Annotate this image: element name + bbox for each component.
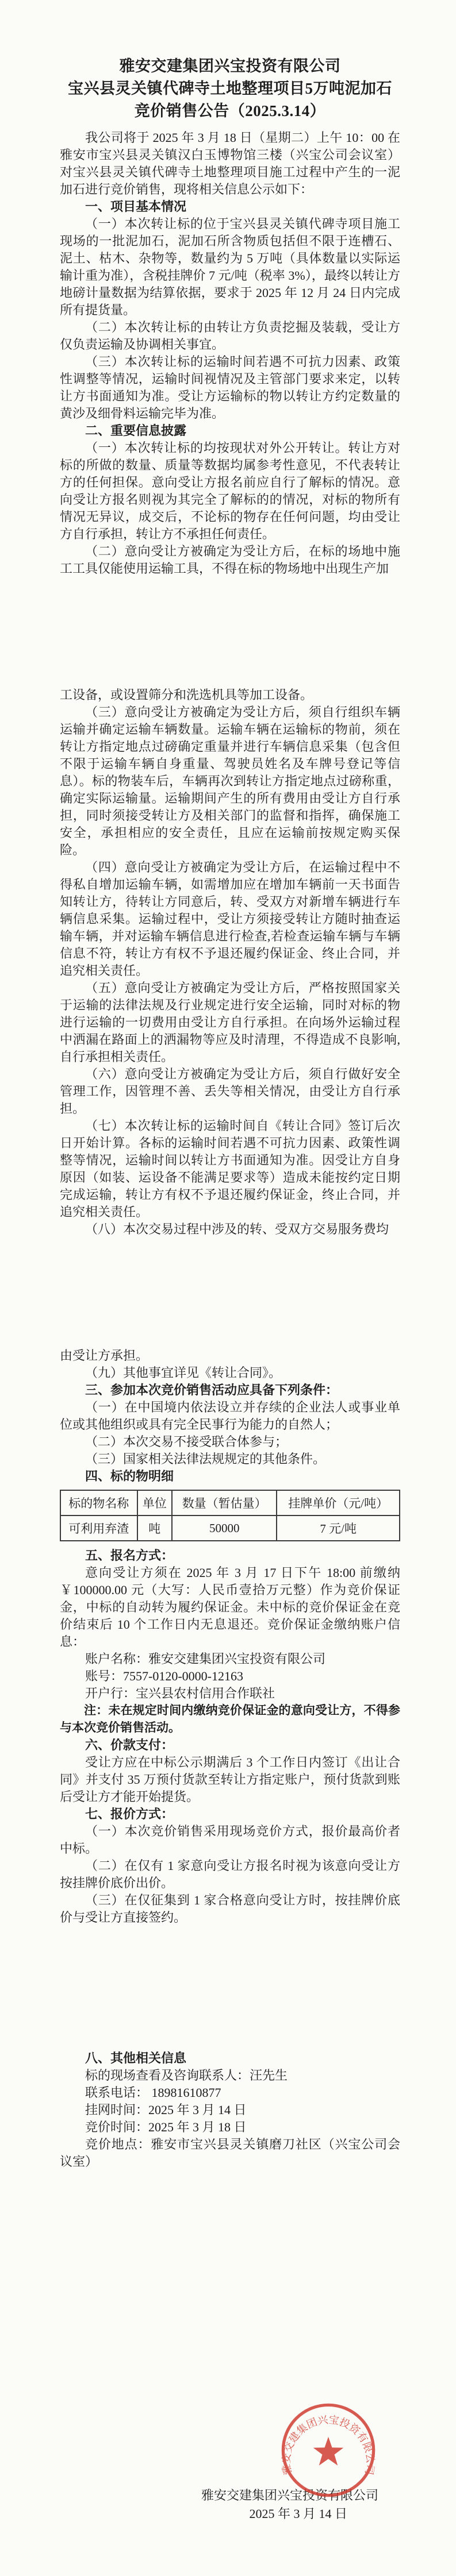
signature-date: 2025 年 3 月 14 日 [249, 2506, 347, 2521]
section-heading: 八、其他相关信息 [85, 2051, 187, 2065]
paragraph: （一）在中国境内依法设立并存续的企业法人或事业单位或其他组织或具有完全民事行为能力的自然人； [60, 1400, 400, 1432]
section-heading: 五、报名方式： [85, 1548, 174, 1563]
paragraph: （三）本次转让标的运输时间若遇不可抗力因素、政策性调整等情况，运输时间视情况及主管部门要求来定，以转让方书面通知为准。受让方运输标的物以转让方约定数量的黄沙及细骨料运输完毕为准。 [60, 354, 400, 421]
subject-detail-table [60, 1490, 400, 1541]
paragraph: （三）在仅征集到 1 家合格意向受让方时，按挂牌价底价与受让方直接签约。 [60, 1893, 400, 1925]
paragraph-continuation: 由受让方承担。 [60, 1348, 149, 1363]
official-seal-icon [279, 2401, 377, 2499]
page-break-gap [60, 1926, 400, 2050]
paragraph: （五）意向受让方被确定为受让方后，严格按照国家关于运输的法律法规及行业规定进行安全运输，同时对标的物进行运输的一切费用由受让方自行承担。在向场外运输过程中洒漏在路面上的洒漏物等应及时清理，不得造成不良影响,自行承担相关责任。 [60, 981, 400, 1064]
paragraph: 竞价地点：雅安市宝兴县灵关镇磨刀社区（兴宝公司会议室） [60, 2137, 400, 2169]
section-heading: 三、参加本次竞价销售活动应具备下列条件： [85, 1383, 339, 1397]
paragraph: （八）本次交易过程中涉及的转、受双方交易服务费均 [85, 1222, 389, 1236]
section-heading: 二、重要信息披露 [85, 423, 187, 438]
seal-star-icon [313, 2437, 343, 2466]
info-line: 开户行：宝兴县农村信用合作联社 [85, 1686, 275, 1700]
table-cell: 吨 [137, 1515, 172, 1541]
section-heading: 一、项目基本情况 [85, 199, 187, 214]
signature-block [60, 2413, 400, 2523]
table-cell: 7 元/吨 [277, 1515, 400, 1541]
page-break-gap [60, 1238, 400, 1347]
table-row [60, 1515, 400, 1541]
paragraph: （二）在仅有 1 家意向受让方报名时视为该意向受让方按挂牌价底价出价。 [60, 1858, 400, 1890]
info-line: 竞价时间：2025 年 3 月 18 日 [85, 2120, 247, 2134]
paragraph: （七）本次转让标的运输时间自《转让合同》签订后次日开始计算。各标的运输时间若遇不可抗力因素、政策性调整等情况，运输时间以转让方书面通知为准。因受让方自身原因（如装、运设备不能满足要求等）造成未能按约定日期完成运输，转让方有权不予退还履约保证金，终止合同，并追究相关责任。 [60, 1119, 400, 1219]
paragraph: （一）本次转让标的位于宝兴县灵关镇代碑寺项目施工现场的一批泥加石，泥加石所含物质包括但不限于连槽石、泥土、枯木、杂物等，数量约为 5 万吨（具体数量以实际运输计重为准），含税挂牌价 7 元/吨（税率 3%），最终以转让方地磅计量数据为结算依据，要求于 2025 年 12 月 24 日内完成所有提货量。 [60, 217, 400, 317]
paragraph: （一）本次竞价销售采用现场竞价方式，报价最高价者中标。 [60, 1824, 400, 1856]
title-line-2: 宝兴县灵关镇代碑寺土地整理项目5万吨泥加石 [68, 80, 392, 97]
paragraph: （三）国家相关法律法规规定的其他条件。 [85, 1452, 326, 1466]
section-heading: 六、价款支付： [85, 1738, 174, 1752]
paragraph: （六）意向受让方被确定为受让方后，须自行做好安全管理工作，因管理不善、丢失等相关情况，由受让方自行承担。 [60, 1067, 400, 1116]
table-cell: 50000 [172, 1515, 277, 1541]
note-paragraph: 注：未在规定时间内缴纳竞价保证金的意向受让方，不得参与本次竞价销售活动。 [60, 1704, 400, 1734]
signature-company: 雅安交建集团兴宝投资有限公司 [201, 2488, 378, 2502]
title-line-3: 竞价销售公告（2025.3.14） [134, 102, 326, 119]
table-header-cell: 数量（暂估量） [172, 1490, 277, 1515]
paragraph: 我公司将于 2025 年 3 月 18 日（星期二）上午 10：00 在雅安市宝兴县灵关镇汉白玉博物馆三楼（兴宝公司会议室）对宝兴县灵关镇代碑寺土地整理项目施工过程中产生的一泥加石进行竞价销售，现将相关信息公示如下： [60, 130, 400, 196]
document-body [60, 129, 400, 2170]
table-header-row [60, 1490, 400, 1515]
info-line: 标的现场查看及咨询联系人：汪先生 [85, 2068, 288, 2083]
paragraph: （二）意向受让方被确定为受让方后，在标的场地中施工工具仅能使用运输工具，不得在标的物场地中出现生产加 [60, 544, 400, 576]
title-line-1: 雅安交建集团兴宝投资有限公司 [119, 57, 341, 75]
section-heading: 七、报价方式： [85, 1807, 174, 1821]
info-line: 账户名称：雅安交建集团兴宝投资有限公司 [85, 1652, 326, 1666]
paragraph: （四）意向受让方被确定为受让方后，在运输过程中不得私自增加运输车辆，如需增加应在增加车辆前一天书面告知转让方，待转让方同意后，转、受双方对新增车辆进行车辆信息采集。运输过程中，受让方须接受转让方随时抽查运输车辆，并对运输车辆信息进行检查,若检查运输车辆与车辆信息不符，转让方有权不予退还履约保证金、终止合同，并追究相关责任。 [60, 860, 400, 978]
paragraph: （二）本次交易不接受联合体参与； [85, 1434, 288, 1449]
table-header-cell: 标的物名称 [60, 1490, 137, 1515]
paragraph: 受让方应在中标公示期满后 3 个工作日内签订《出让合同》并支付 35 万预付货款至转让方指定账户，预付货款到账后受让方才能开始提货。 [60, 1755, 400, 1804]
paragraph: （九）其他事宜详见《转让合同》。 [85, 1366, 282, 1380]
table-header-cell: 单位 [137, 1490, 172, 1515]
table-cell: 可利用弃渣 [60, 1515, 137, 1541]
info-line: 联系电话： 18981610877 [85, 2085, 221, 2100]
document-title [60, 55, 400, 122]
paragraph: （二）本次转让标的由转让方负责挖掘及装载，受让方仅负责运输及协调相关事宜。 [60, 320, 400, 352]
seal-text: 雅安交建集团兴宝投资有限公司 [280, 2413, 377, 2476]
paragraph: （三）意向受让方被确定为受让方后，须自行组织车辆运输并确定运输车辆数量。运输车辆在运输标的物前，须在转让方指定地点过磅确定重量并进行车辆信息采集（包含但不限于运输车辆自身重量、驾驶员姓名及车牌号登记等信息）。标的物装车后，车辆再次到转让方指定地点过磅称重，确定实际运输量。运输期间产生的所有费用由受让方自行承担，同时须接受转让方及相关部门的监督和指挥，确保施工安全，承担相应的安全责任，且应在运输前按规定购买保险。 [60, 705, 400, 857]
section-heading: 四、标的物明细 [85, 1469, 174, 1483]
paragraph: 意向受让方须在 2025 年 3 月 17 日下午 18:00 前缴纳￥100000.00 元（大写：人民币壹拾万元整）作为竞价保证金，中标的自动转为履约保证金。未中标的竞价保证金在竞价结束后 10 个工作日内无息退还。竞价保证金缴纳账户信息： [60, 1565, 400, 1649]
table-header-cell: 挂牌单价（元/吨） [277, 1490, 400, 1515]
paragraph: （一）本次转让标的均按现状对外公开转让。转让方对标的所做的数量、质量等数据均属参考性意见，不代表转让方的任何担保。意向受让方报名前应自行了解标的情况。意向受让方报名则视为其完全了解标的的情况，对标的物所有情况无异议，成交后，不论标的物存在任何问题，均由受让方自行承担，转让方不承担任何责任。 [60, 441, 400, 541]
paragraph-continuation: 工设备，或设置筛分和洗选机具等加工设备。 [60, 688, 313, 702]
info-line: 挂网时间：2025 年 3 月 14 日 [85, 2103, 247, 2117]
page-break-gap [60, 577, 400, 687]
info-line: 账号：7557-0120-0000-12163 [85, 1669, 243, 1683]
